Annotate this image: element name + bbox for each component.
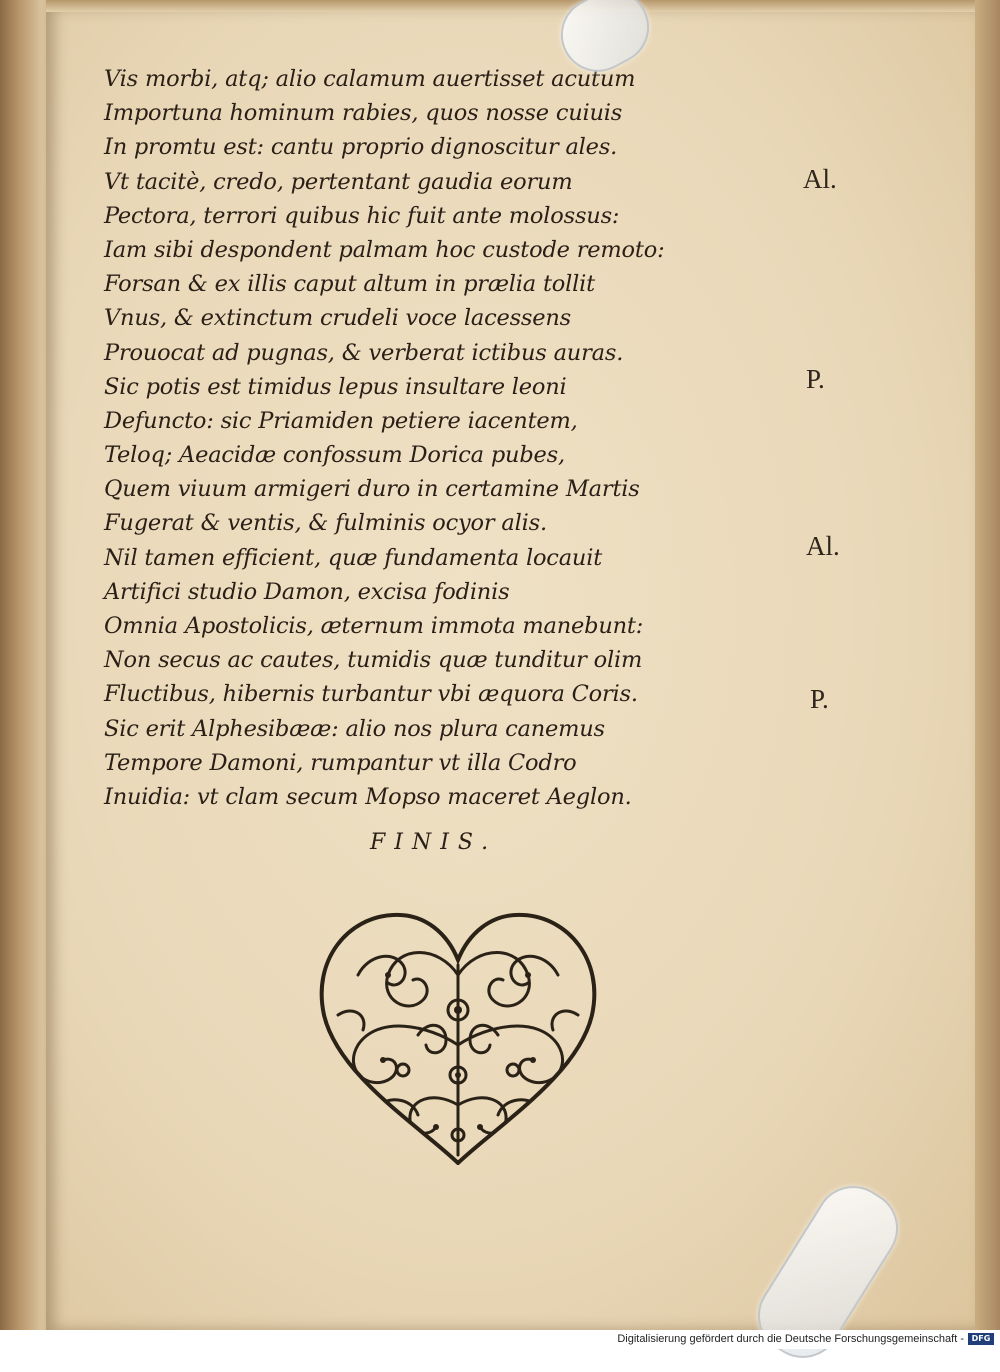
verse-line: Inuidia: vt clam secum Mopso maceret Aeglon. [104,783,632,810]
speaker-label-pastor: P. [810,684,829,714]
funding-note: Digitalisierung gefördert durch die Deutsche Forschungsgemeinschaft - [617,1333,964,1345]
page-right-edge [975,0,1000,1330]
verse-line: Teloq; Aeacidæ confossum Dorica pubes, [104,442,565,469]
dfg-logo-icon: DFG [968,1333,994,1345]
left-page-fold [0,0,52,1330]
verse-line: Defuncto: sic Priamiden petiere iacentem, [104,407,578,434]
verse-line: In promtu est: cantu proprio dignoscitur ales. [104,134,618,161]
speaker-label-pastor: P. [806,364,825,394]
verse-line: Nil tamen efficient, quæ fundamenta locauit [104,544,603,571]
footer-bar [0,1330,1000,1349]
verse-line: Omnia Apostolicis, æternum immota manebunt: [104,613,644,639]
speaker-label-alphesiboeus: Al. [803,164,837,194]
verse-line: Vnus, & extinctum crudeli voce lacessens [104,305,572,332]
finis-heading: FINIS. [370,830,498,855]
verse-line: Sic erit Alphesibææ: alio nos plura canemus [104,715,605,742]
verse-line: Artifici studio Damon, excisa fodinis [104,578,510,605]
verse-line: Non secus ac cautes, tumidis quæ tunditur olim [104,647,643,674]
fleuron-ornament-icon [318,905,598,1165]
verse-line: Tempore Damoni, rumpantur vt illa Codro [104,749,577,776]
poem-text [104,62,684,814]
verse-line: Fluctibus, hibernis turbantur vbi æquora Coris. [104,681,638,708]
speaker-label-alphesiboeus: Al. [806,531,840,561]
verse-line: Prouocat ad pugnas, & verberat ictibus auras. [104,339,624,366]
verse-line: Iam sibi despondent palmam hoc custode remoto: [104,236,665,263]
verse-line: Sic potis est timidus lepus insultare leoni [104,373,567,400]
verse-line: Importuna hominum rabies, quos nosse cuiuis [104,100,623,127]
verse-line: Forsan & ex illis caput altum in prælia tollit [104,271,595,298]
page-top-edge [46,0,976,12]
verse-line: Pectora, terrori quibus hic fuit ante molossus: [104,202,620,229]
verse-line: Quem viuum armigeri duro in certamine Martis [104,476,640,503]
verse-line: Fugerat & ventis, & fulminis ocyor alis. [104,510,547,537]
verse-line: Vt tacitè, credo, pertentant gaudia eorum [104,168,573,195]
verse-line: Vis morbi, atq; alio calamum auertisset acutum [104,66,636,92]
